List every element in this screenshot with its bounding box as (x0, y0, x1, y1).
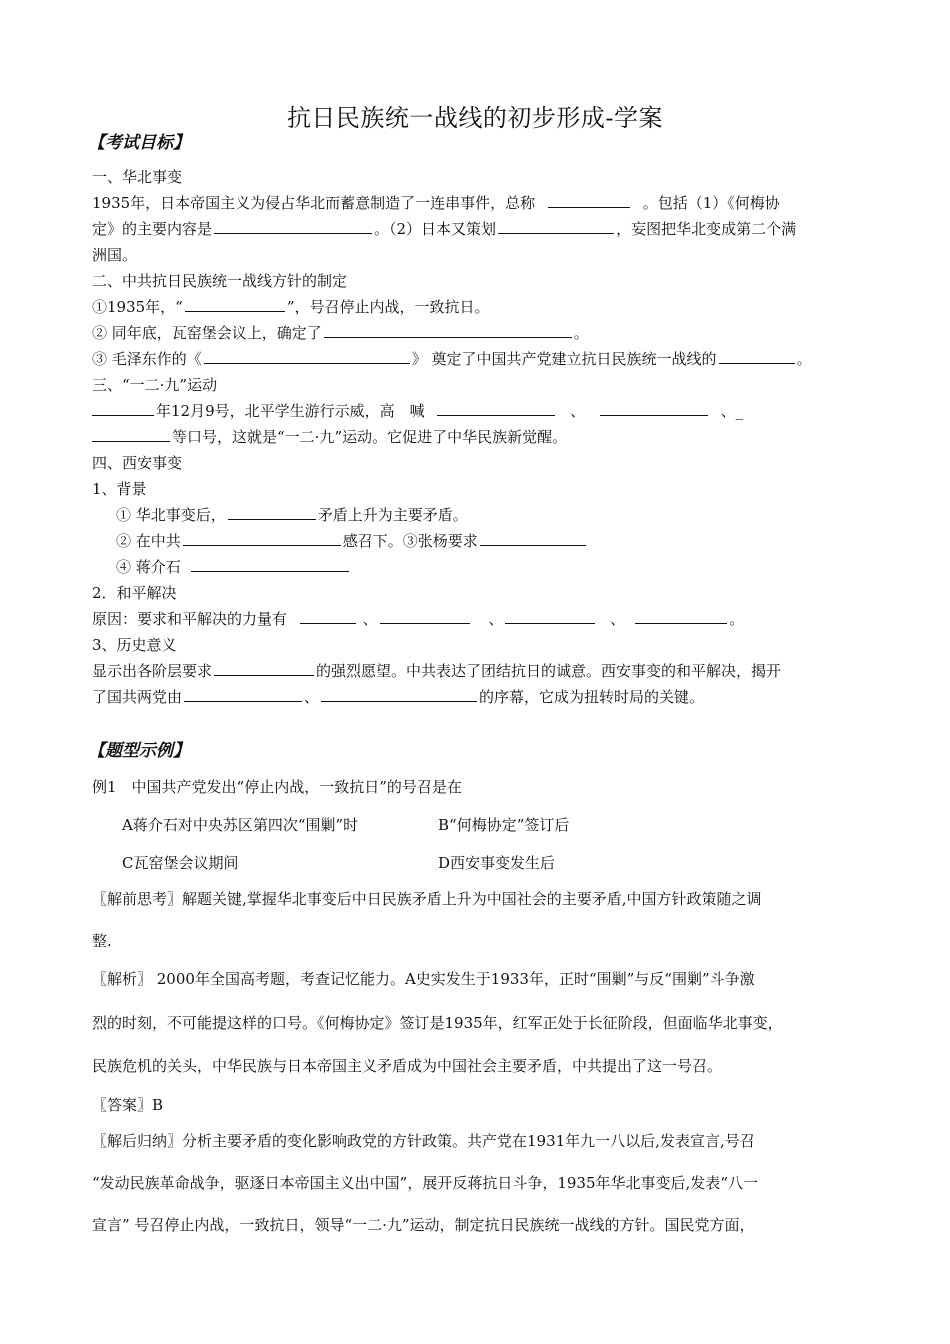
option-c[interactable]: C瓦窑堡会议期间 (122, 854, 239, 872)
section-2-heading: 二、中共抗日民族统一战线方针的制定 (92, 272, 348, 290)
option-b[interactable]: B“何梅协定”签订后 (438, 816, 570, 834)
fill-blank[interactable] (214, 660, 314, 676)
fill-blank[interactable] (92, 426, 170, 442)
fill-blank[interactable] (437, 400, 555, 416)
page-title: 抗日民族统一战线的初步形成-学案 (286, 104, 664, 132)
examples-heading: 【题型示例】 (88, 741, 190, 761)
fill-blank[interactable] (184, 686, 302, 702)
fill-blank[interactable] (183, 530, 341, 546)
summary-line-3: 宣言” 号召停止内战，一致抗日，领导“一二·九”运动，制定抗日民族统一战线的方针。国民党方面， (92, 1216, 755, 1234)
fill-blank[interactable] (505, 608, 595, 624)
fill-blank[interactable] (480, 530, 586, 546)
fill-blank[interactable] (600, 400, 708, 416)
fill-blank[interactable] (214, 218, 372, 234)
fill-blank[interactable] (380, 608, 470, 624)
line-1209-protest: 年12月9号，北平学生游行示威，高 喊 、 、_ (92, 400, 743, 422)
think-line-2: 整. (92, 932, 112, 950)
summary-line-2: “发动民族革命战争，驱逐日本帝国主义出中国”，展开反蒋抗日斗争，1935年华北事变后,发表“八一 (92, 1174, 758, 1192)
analysis-line-3: 民族危机的关头，中华民族与日本帝国主义矛盾成为中国社会主要矛盾，中共提出了这一号召。 (92, 1057, 723, 1075)
fill-blank[interactable] (321, 686, 477, 702)
summary-line-1: 〖解后归纳〗分析主要矛盾的变化影响政党的方针政策。共产党在1931年九一八以后,发表宣言,号召 (92, 1132, 755, 1150)
line-significance-1: 显示出各阶层要求 的强烈愿望。中共表达了团结抗日的诚意。西安事变的和平解决，揭开 (92, 662, 782, 680)
section-3-heading: 三、“一二·九”运动 (92, 376, 218, 394)
line-significance-2: 了国共两党由 、 的序幕，它成为扭转时局的关键。 (92, 688, 705, 706)
analysis-line-1: 〖解析〗 2000年全国高考题，考查记忆能力。A史实发生于1933年，正时“围剿”与反“围剿”斗争激 (92, 970, 755, 988)
line-hemei-agreement: 定》的主要内容是 。（2）日本又策划 ，妄图把华北变成第二个满 (92, 220, 797, 238)
line-1935-call: ①1935年，“ ”，号召停止内战，一致抗日。 (92, 298, 490, 316)
option-d[interactable]: D西安事变发生后 (438, 854, 556, 872)
line-1935-events: 1935年，日本帝国主义为侵占华北而蓄意制造了一连串事件，总称 。包括（1）《何梅协 (92, 194, 780, 212)
example-question: 例1 中国共产党发出“停止内战，一致抗日”的号召是在 (92, 778, 462, 796)
fill-blank[interactable] (719, 348, 795, 364)
fill-blank[interactable] (498, 218, 614, 234)
fill-blank[interactable] (228, 504, 316, 520)
think-line-1: 〖解前思考〗解题关键,掌握华北事变后中日民族矛盾上升为中国社会的主要矛盾,中国方针政策随之调 (92, 890, 762, 908)
significance-heading: 3、历史意义 (92, 636, 177, 654)
fill-blank[interactable] (324, 322, 572, 338)
line-background-3: ④ 蒋介石 (116, 556, 351, 578)
peaceful-resolution-heading: 2．和平解决 (92, 584, 177, 602)
answer-line: 〖答案〗B (92, 1096, 164, 1114)
exam-goals-heading: 【考试目标】 (88, 133, 190, 153)
fill-blank[interactable] (191, 556, 349, 572)
fill-blank[interactable] (635, 608, 727, 624)
line-peace-forces: 原因：要求和平解决的力量有 、 、 、 。 (92, 610, 745, 628)
line-1209-slogans: 等口号，这就是“一二·九”运动。它促进了中华民族新觉醒。 (92, 426, 567, 448)
line-mao-report: ③ 毛泽东作的《 》 奠定了中国共产党建立抗日民族统一战线的 。 (92, 350, 812, 368)
option-a[interactable]: A蒋介石对中央苏区第四次“围剿”时 (122, 816, 359, 834)
fill-blank[interactable] (92, 400, 154, 416)
fill-blank[interactable] (185, 296, 285, 312)
section-1-heading: 一、华北事变 (92, 168, 183, 186)
fill-blank[interactable] (204, 348, 410, 364)
line-wayaobao: ② 同年底，瓦窑堡会议上，确定了 。 (92, 324, 589, 342)
section-4-heading: 四、西安事变 (92, 454, 183, 472)
background-heading: 1、背景 (92, 480, 147, 498)
line-background-1: ① 华北事变后， 矛盾上升为主要矛盾。 (116, 506, 468, 524)
fill-blank[interactable] (300, 608, 356, 624)
analysis-line-2: 烈的时刻，不可能提这样的口号。《何梅协定》签订是1935年，红军正处于长征阶段，但面临华北事变， (92, 1014, 783, 1032)
line-background-2: ② 在中共 感召下。③张杨要求 (116, 530, 588, 552)
fill-blank[interactable] (548, 192, 630, 208)
line-manchukuo: 洲国。 (92, 246, 138, 264)
